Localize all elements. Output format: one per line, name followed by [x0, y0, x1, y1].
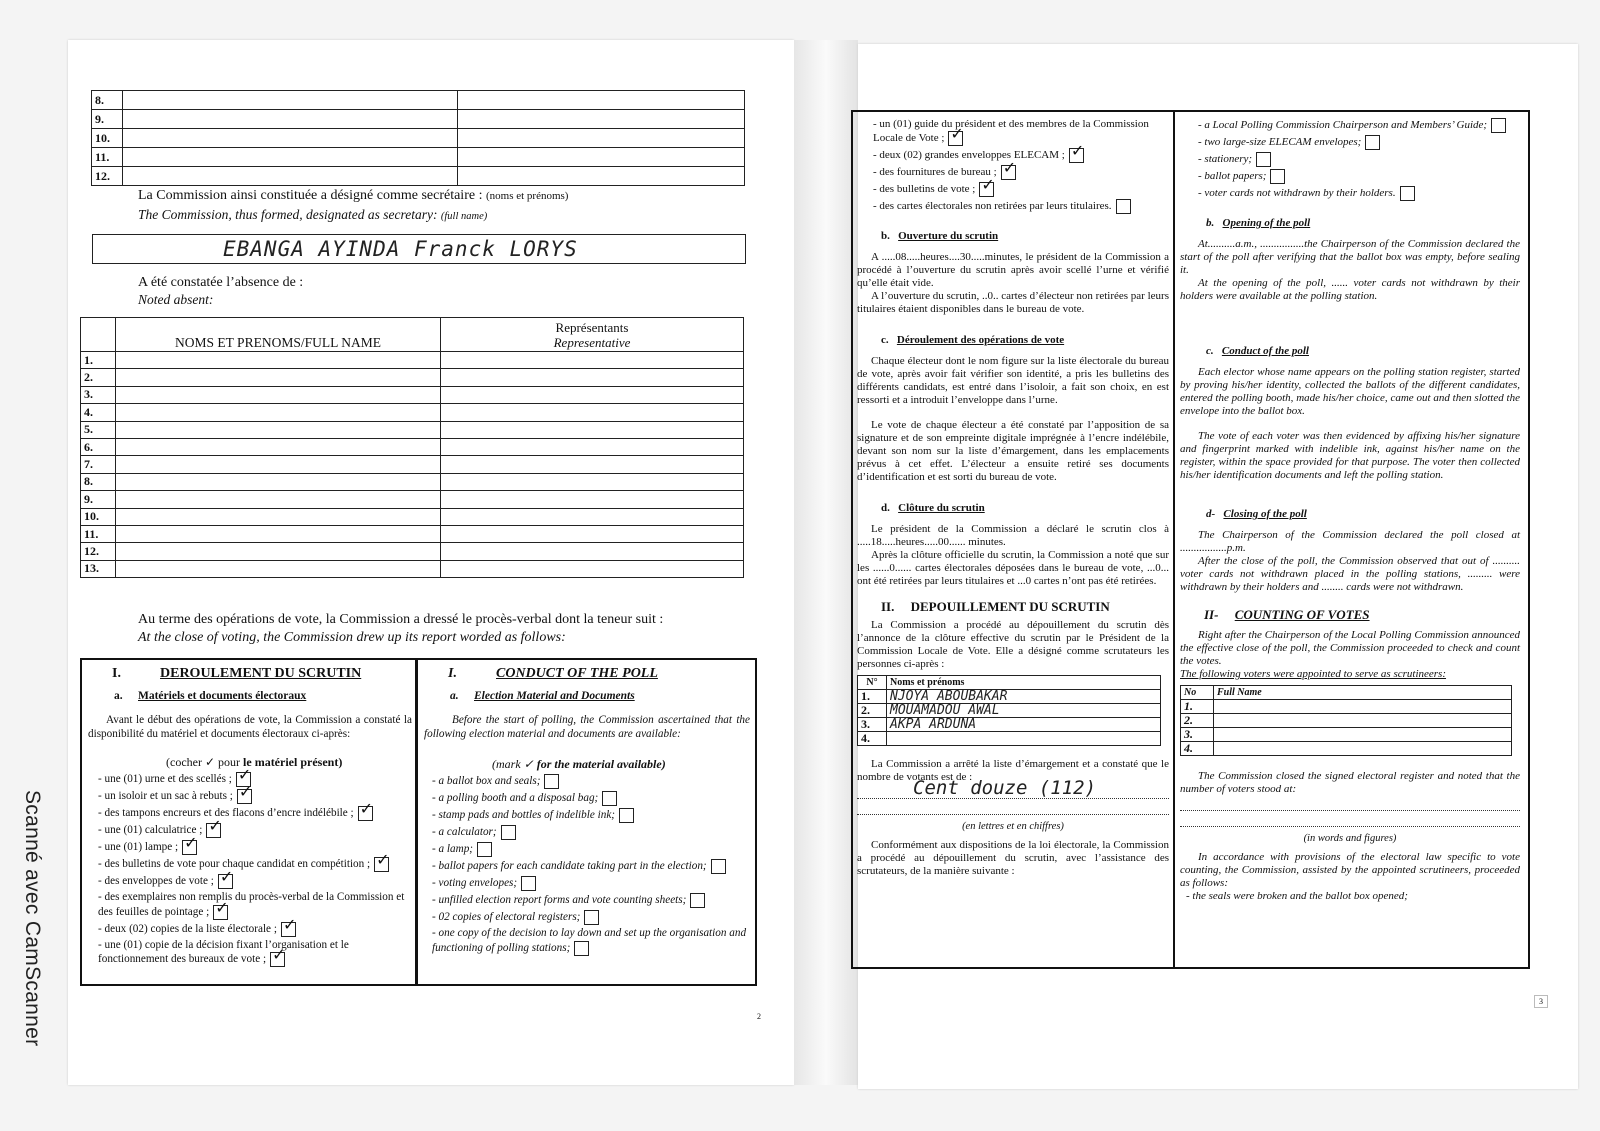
material-item [98, 939, 410, 968]
absent-row [81, 386, 744, 403]
en-ii-heading: II- COUNTING OF VOTES [1204, 607, 1370, 622]
absent-row [81, 404, 744, 421]
fr-votants-lines [857, 777, 1169, 820]
scrutineer-name: MOUAMADOU AWAL [887, 704, 1161, 718]
absent-rep-cell [441, 508, 744, 525]
material-item-label: - ballot papers; [1198, 170, 1267, 183]
fr-law-text: Conformément aux dispositions de la loi électorale, la Commission a procédé au dépouillement du scrutin, avec l’assistance des scrutateurs, de la manière suivante : [857, 839, 1169, 877]
conduct-en-box [416, 658, 757, 986]
material-item [98, 857, 410, 872]
scrutineer-row [1181, 728, 1512, 742]
row-number: 12. [92, 167, 123, 186]
absent-rep-cell [441, 386, 744, 403]
material-list-en [432, 774, 750, 958]
material-checkbox[interactable] [1365, 135, 1380, 150]
member-name-cell [123, 129, 458, 148]
member-role-cell [458, 110, 745, 129]
material-checkbox[interactable] [1001, 165, 1016, 180]
conduct-fr-box [80, 658, 417, 986]
material-item [873, 118, 1169, 146]
material-item [432, 808, 750, 823]
en-last-item: - the seals were broken and the ballot box opened; [1186, 890, 1408, 902]
absent-name-cell [116, 352, 441, 369]
member-row [92, 91, 745, 110]
material-item-label: - stationery; [1198, 153, 1253, 166]
en-b-heading: b. Opening of the poll [1206, 217, 1311, 229]
member-role-cell [458, 148, 745, 167]
close-text-en: At the close of voting, the Commission drew up its report worded as follows: [138, 630, 566, 645]
material-item-label: - deux (02) grandes enveloppes ELECAM ; [873, 149, 1065, 162]
section-i-title-fr: DEROULEMENT DU SCRUTIN [160, 666, 362, 681]
material-item-label: - des cartes électorales non retirées par leurs titulaires. [873, 200, 1112, 213]
page-number-3: 3 [1534, 995, 1548, 1008]
column-divider [1173, 112, 1175, 967]
material-item [1198, 186, 1520, 201]
material-item [873, 165, 1169, 180]
fr-d-heading: d. Clôture du scrutin [881, 502, 985, 514]
material-item-label: - deux (02) copies de la liste électorale ; [98, 922, 277, 935]
scrutineers-table-fr: N° Noms et prénoms 1. NJOYA ABOUBAKAR 2. MOUAMADOU AWAL 3. AKPA ARDUNA 4. [857, 675, 1161, 746]
material-checkbox[interactable] [237, 789, 252, 804]
sub-a-title-fr: Matériels et documents électoraux [138, 690, 307, 702]
material-checkbox[interactable] [218, 874, 233, 889]
row-number: 1. [81, 352, 116, 369]
row-number: 10. [92, 129, 123, 148]
absent-col-rep: Représentants Representative [441, 318, 744, 352]
member-name-cell [123, 148, 458, 167]
sub-a-num-en: a. [450, 690, 459, 702]
en-law-text: In accordance with provisions of the electoral law specific to vote counting, the Commission, assisted by the appointed scrutineers, proceeded as follows: [1180, 851, 1520, 889]
mark-note-en: (mark ✓ for the material available) [492, 757, 666, 771]
members-table-continued [91, 90, 745, 186]
material-checkbox[interactable] [477, 842, 492, 857]
scrutineer-number: 4. [858, 732, 887, 746]
member-role-cell [458, 91, 745, 110]
material-item-label: - a lamp; [432, 843, 474, 856]
fr-b-text2: A l’ouverture du scrutin, ..0.. cartes d’électeur non retirées par leurs titulaires étaient disponibles dans le bureau de vote. [857, 290, 1169, 315]
fr-words-note: (en lettres et en chiffres) [962, 821, 1064, 832]
en-top-list [1180, 118, 1520, 201]
fr-b-heading: b. Ouverture du scrutin [881, 230, 999, 242]
fr-d-text2: Après la clôture officielle du scrutin, la Commission a noté que sur les ......0...... cartes électorales déposées dans le bureau de vote, ...0... ont été retirées par leurs titulaires et ...0 cartes n’ont pas été retirées. [857, 549, 1169, 587]
absent-name-cell [116, 456, 441, 473]
material-item-label: - un isoloir et un sac à rebuts ; [98, 790, 233, 803]
material-item-label: - stamp pads and bottles of indelible ink; [432, 809, 616, 822]
row-number: 9. [92, 110, 123, 129]
section-i-num-fr: I. [112, 666, 121, 681]
scrutineer-name [1214, 742, 1512, 756]
row-number: 8. [81, 473, 116, 490]
en-ii-text2: The following voters were appointed to serve as scrutineers: [1180, 668, 1447, 680]
intro-fr: Avant le début des opérations de vote, la Commission a constaté la disponibilité du matériel et documents électoraux ci-après: [88, 714, 412, 740]
en-d-heading: d- Closing of the poll [1206, 508, 1307, 520]
material-checkbox[interactable] [602, 791, 617, 806]
fr-d-text1: Le président de la Commission a déclaré le scrutin clos à .....18.....heures.....00...... minutes. [857, 523, 1169, 548]
material-checkbox[interactable] [358, 806, 373, 821]
material-item [873, 148, 1169, 163]
votants-value: Cent douze (112) [913, 777, 1097, 799]
row-number: 8. [92, 91, 123, 110]
en-d-text2: After the close of the poll, the Commission observed that out of .......... voter cards not withdrawn placed in the polling stations, ......... were withdrawn by their holders and ........ cards were not withdrawn. [1180, 555, 1520, 593]
material-item-label: - unfilled election report forms and vote counting sheets; [432, 894, 687, 907]
material-checkbox[interactable] [711, 859, 726, 874]
material-item [98, 840, 410, 855]
material-checkbox[interactable] [979, 182, 994, 197]
scrutineer-number: 3. [858, 718, 887, 732]
absent-col-name: NOMS ET PRENOMS/FULL NAME [116, 318, 441, 352]
row-number: 13. [81, 560, 116, 577]
secretary-name-box [92, 234, 746, 264]
en-b-text1: At..........a.m., ................the Chairperson of the Commission declared the start of the poll after verifying that the ballot box was empty, before sealing it. [1180, 238, 1520, 276]
material-item [1198, 152, 1520, 167]
row-number: 11. [81, 525, 116, 542]
fr-c-heading: c. Déroulement des opérations de vote [881, 334, 1065, 346]
material-checkbox[interactable] [521, 876, 536, 891]
material-checkbox[interactable] [206, 823, 221, 838]
material-item-label: - des enveloppes de vote ; [98, 875, 214, 888]
absent-row [81, 560, 744, 577]
scrutineer-name [1214, 700, 1512, 714]
absent-rep-cell [441, 404, 744, 421]
material-item-label: - 02 copies of electoral registers; [432, 911, 581, 924]
material-item-label: - a calculator; [432, 826, 497, 839]
absent-rep-cell [441, 543, 744, 560]
scrutineer-row [1181, 700, 1512, 714]
absent-row [81, 543, 744, 560]
material-item [432, 842, 750, 857]
material-item-label: - une (01) copie de la décision fixant l’organisation et le fonctionnement des bureaux de vote ; [98, 938, 349, 966]
fr-c-text1: Chaque électeur dont le nom figure sur la liste électorale du bureau de vote, après avoir fait vérifier son identité, a pris les bulletins des différents candidats, est entré dans l’isoloir, a fait son choix, en est ressorti et a introduit l’enveloppe dans l’urne. [857, 355, 1169, 406]
material-checkbox[interactable] [1270, 169, 1285, 184]
scrutineer-number: 1. [1181, 700, 1214, 714]
absent-name-cell [116, 386, 441, 403]
member-row [92, 129, 745, 148]
material-checkbox[interactable] [584, 910, 599, 925]
material-item [432, 859, 750, 874]
row-number: 2. [81, 369, 116, 386]
member-row [92, 110, 745, 129]
material-item [1198, 118, 1520, 133]
member-row [92, 167, 745, 186]
scrutineer-number: 3. [1181, 728, 1214, 742]
absent-name-cell [116, 369, 441, 386]
scrutineer-row [858, 718, 1161, 732]
absent-rep-cell [441, 352, 744, 369]
material-item [98, 806, 410, 821]
sub-a-title-en: Election Material and Documents [474, 690, 635, 702]
absent-name-cell [116, 508, 441, 525]
scrutineers-table-en: No Full Name 1. 2. 3. 4. [1180, 685, 1512, 756]
row-number: 9. [81, 491, 116, 508]
member-name-cell [123, 91, 458, 110]
fr-list-text: La Commission a arrêté la liste d’émargement et a constaté que le nombre de votants est de : [857, 758, 1169, 783]
material-item-label: - two large-size ELECAM envelopes; [1198, 136, 1362, 149]
material-checkbox[interactable] [374, 857, 389, 872]
mark-note-fr: (cocher ✓ pour le matériel présent) [166, 755, 343, 769]
material-checkbox[interactable] [1400, 186, 1415, 201]
secretary-label-en: The Commission, thus formed, designated as secretary: (full name) [138, 207, 488, 222]
absent-rep-cell [441, 369, 744, 386]
right-page-frame [851, 110, 1530, 969]
absent-row [81, 421, 744, 438]
fr-ii-heading: II. DEPOUILLEMENT DU SCRUTIN [881, 599, 1110, 614]
absent-name-cell [116, 438, 441, 455]
material-checkbox[interactable] [690, 893, 705, 908]
scrutineer-name [1214, 714, 1512, 728]
material-item [432, 910, 750, 925]
scrutineer-row [1181, 742, 1512, 756]
en-b-text2: At the opening of the poll, ...... voter cards not withdrawn by their holders were available at the polling station. [1180, 277, 1520, 302]
absent-rep-cell [441, 525, 744, 542]
absent-label-en: Noted absent: [138, 292, 214, 307]
material-item-label: - des exemplaires non remplis du procès-verbal de la Commission et des feuilles de pointage ; [98, 891, 405, 918]
material-item [98, 922, 410, 937]
scrutineer-row [858, 704, 1161, 718]
secretary-label-fr: La Commission ainsi constituée a désigné comme secrétaire : (noms et prénoms) [138, 188, 569, 203]
row-number: 3. [81, 386, 116, 403]
scrutineer-name: AKPA ARDUNA [887, 718, 1161, 732]
material-item-label: - des bulletins de vote pour chaque candidat en compétition ; [98, 858, 371, 871]
material-checkbox[interactable] [1069, 148, 1084, 163]
absent-row [81, 369, 744, 386]
material-item [432, 927, 750, 956]
en-c-heading: c. Conduct of the poll [1206, 345, 1309, 357]
material-item-label: - une (01) lampe ; [98, 841, 179, 854]
scrutineer-row [1181, 714, 1512, 728]
material-checkbox[interactable] [1116, 199, 1131, 214]
row-number: 11. [92, 148, 123, 167]
absent-rep-cell [441, 438, 744, 455]
absent-table [80, 317, 744, 578]
material-item [432, 791, 750, 806]
scrutineer-name [1214, 728, 1512, 742]
row-number: 6. [81, 438, 116, 455]
material-checkbox[interactable] [501, 825, 516, 840]
material-item-label: - un (01) guide du président et des membres de la Commission Locale de Vote ; [873, 118, 1149, 145]
member-role-cell [458, 167, 745, 186]
en-closed-text: The Commission closed the signed electoral register and noted that the number of voters stood at: [1180, 770, 1520, 795]
material-checkbox[interactable] [948, 131, 963, 146]
scrutineer-row [858, 690, 1161, 704]
material-item [1198, 169, 1520, 184]
material-checkbox[interactable] [544, 774, 559, 789]
absent-name-cell [116, 525, 441, 542]
material-item [432, 825, 750, 840]
material-item [432, 774, 750, 789]
row-number: 5. [81, 421, 116, 438]
en-column [1180, 118, 1520, 903]
material-item [98, 891, 410, 920]
absent-row [81, 352, 744, 369]
material-item-label: - one copy of the decision to lay down and set up the organisation and functioning of polling stations; [432, 927, 747, 954]
absent-name-cell [116, 543, 441, 560]
scrutineer-name: NJOYA ABOUBAKAR [887, 690, 1161, 704]
scrutineer-number: 2. [858, 704, 887, 718]
absent-rep-cell [441, 456, 744, 473]
material-item [873, 199, 1169, 214]
fr-ii-text: La Commission a procédé au dépouillement du scrutin dès l’annonce de la clôture effective du scrutin par le Président de la Commission Locale de Vote. Elle a désigné comme scrutateurs les personnes ci-après : [857, 619, 1169, 670]
row-number: 10. [81, 508, 116, 525]
material-checkbox[interactable] [574, 941, 589, 956]
material-item [432, 876, 750, 891]
material-item [432, 893, 750, 908]
material-checkbox[interactable] [1256, 152, 1271, 167]
member-role-cell [458, 129, 745, 148]
scrutineer-row [858, 732, 1161, 746]
material-item-label: - a ballot box and seals; [432, 775, 541, 788]
member-name-cell [123, 110, 458, 129]
member-row [92, 148, 745, 167]
absent-label-fr: A été constatée l’absence de : [138, 275, 304, 290]
absent-rep-cell [441, 560, 744, 577]
en-voters-lines [1180, 796, 1520, 832]
absent-row [81, 456, 744, 473]
absent-rep-cell [441, 491, 744, 508]
material-checkbox[interactable] [182, 840, 197, 855]
material-checkbox[interactable] [1491, 118, 1506, 133]
absent-name-cell [116, 473, 441, 490]
material-checkbox[interactable] [213, 905, 228, 920]
scrutineer-name [887, 732, 1161, 746]
material-checkbox[interactable] [619, 808, 634, 823]
book-gutter [794, 40, 858, 1085]
fr-top-list [857, 118, 1169, 214]
absent-row [81, 525, 744, 542]
material-item-label: - voting envelopes; [432, 877, 518, 890]
en-ii-text: Right after the Chairperson of the Local Polling Commission announced the effective close of the poll, the Commission proceeded to check and count the votes. [1180, 629, 1520, 667]
absent-row [81, 491, 744, 508]
material-item-label: - a Local Polling Commission Chairperson and Members’ Guide; [1198, 119, 1488, 132]
fr-b-text1: A .....08.....heures....30.....minutes, le président de la Commission a procédé à l’ouverture du scrutin après avoir scellé l’urne et vérifié qu’elle était vide. [857, 251, 1169, 289]
absent-rep-cell [441, 473, 744, 490]
intro-en: Before the start of polling, the Commission ascertained that the following election material and documents are available: [424, 714, 750, 740]
section-i-title-en: CONDUCT OF THE POLL [496, 666, 658, 681]
page-number-2: 2 [757, 1012, 761, 1021]
material-item-label: - ballot papers for each candidate taking part in the election; [432, 860, 707, 873]
close-text-fr: Au terme des opérations de vote, la Commission a dressé le procès-verbal dont la teneur suit : [138, 612, 664, 627]
material-item-label: - une (01) calculatrice ; [98, 824, 203, 837]
camscanner-watermark: Scanné avec CamScanner [21, 790, 44, 1047]
row-number: 7. [81, 456, 116, 473]
material-item [873, 182, 1169, 197]
material-item [1198, 135, 1520, 150]
absent-row [81, 473, 744, 490]
row-number: 12. [81, 543, 116, 560]
absent-row [81, 438, 744, 455]
material-item-label: - des tampons encreurs et des flacons d’encre indélébile ; [98, 807, 354, 820]
material-checkbox[interactable] [270, 952, 285, 967]
absent-name-cell [116, 421, 441, 438]
absent-name-cell [116, 404, 441, 421]
row-number: 4. [81, 404, 116, 421]
en-words-note: (in words and figures) [1303, 833, 1397, 844]
material-item-label: - des bulletins de vote ; [873, 183, 976, 196]
fr-c-text2: Le vote de chaque électeur a été constaté par l’apposition de sa signature et de son empreinte digitale imprégnée à l’encre indélébile, devant son nom sur la liste d’émargement, dans les emplacements prévus à cet effet. L’électeur a ensuite retiré ses documents d’identification et est sorti du bureau de vote. [857, 419, 1169, 483]
fr-column [857, 118, 1169, 878]
material-item-label: - voter cards not withdrawn by their holders. [1198, 187, 1396, 200]
secretary-name: EBANGA AYINDA Franck LORYS [223, 237, 578, 261]
member-name-cell [123, 167, 458, 186]
sub-a-num-fr: a. [114, 690, 123, 702]
absent-name-cell [116, 560, 441, 577]
material-item [98, 772, 410, 787]
absent-rep-cell [441, 421, 744, 438]
section-i-num-en: I. [448, 666, 457, 681]
material-checkbox[interactable] [281, 922, 296, 937]
material-item [98, 823, 410, 838]
material-item [98, 874, 410, 889]
material-list-fr [98, 772, 410, 969]
absent-name-cell [116, 491, 441, 508]
scrutineer-number: 2. [1181, 714, 1214, 728]
en-c-text2: The vote of each voter was then evidenced by affixing his/her signature and fingerprint marked with indelible ink, against his/her name on the register, within the space provided for that purpose. The voter then collected his/her identification documents and left the polling station. [1180, 430, 1520, 481]
scrutineer-number: 1. [858, 690, 887, 704]
absent-row [81, 508, 744, 525]
material-item-label: - a polling booth and a disposal bag; [432, 792, 599, 805]
en-d-text1: The Chairperson of the Commission declared the poll closed at .................p.m. [1180, 529, 1520, 554]
en-c-text1: Each elector whose name appears on the polling station register, started by proving his/her identity, collected the ballots of the different candidates, entered the polling booth, made his/her choice, came out and then slotted the envelope into the ballot box. [1180, 366, 1520, 417]
material-item-label: - une (01) urne et des scellés ; [98, 773, 232, 786]
scrutineer-number: 4. [1181, 742, 1214, 756]
material-item-label: - des fournitures de bureau ; [873, 166, 997, 179]
